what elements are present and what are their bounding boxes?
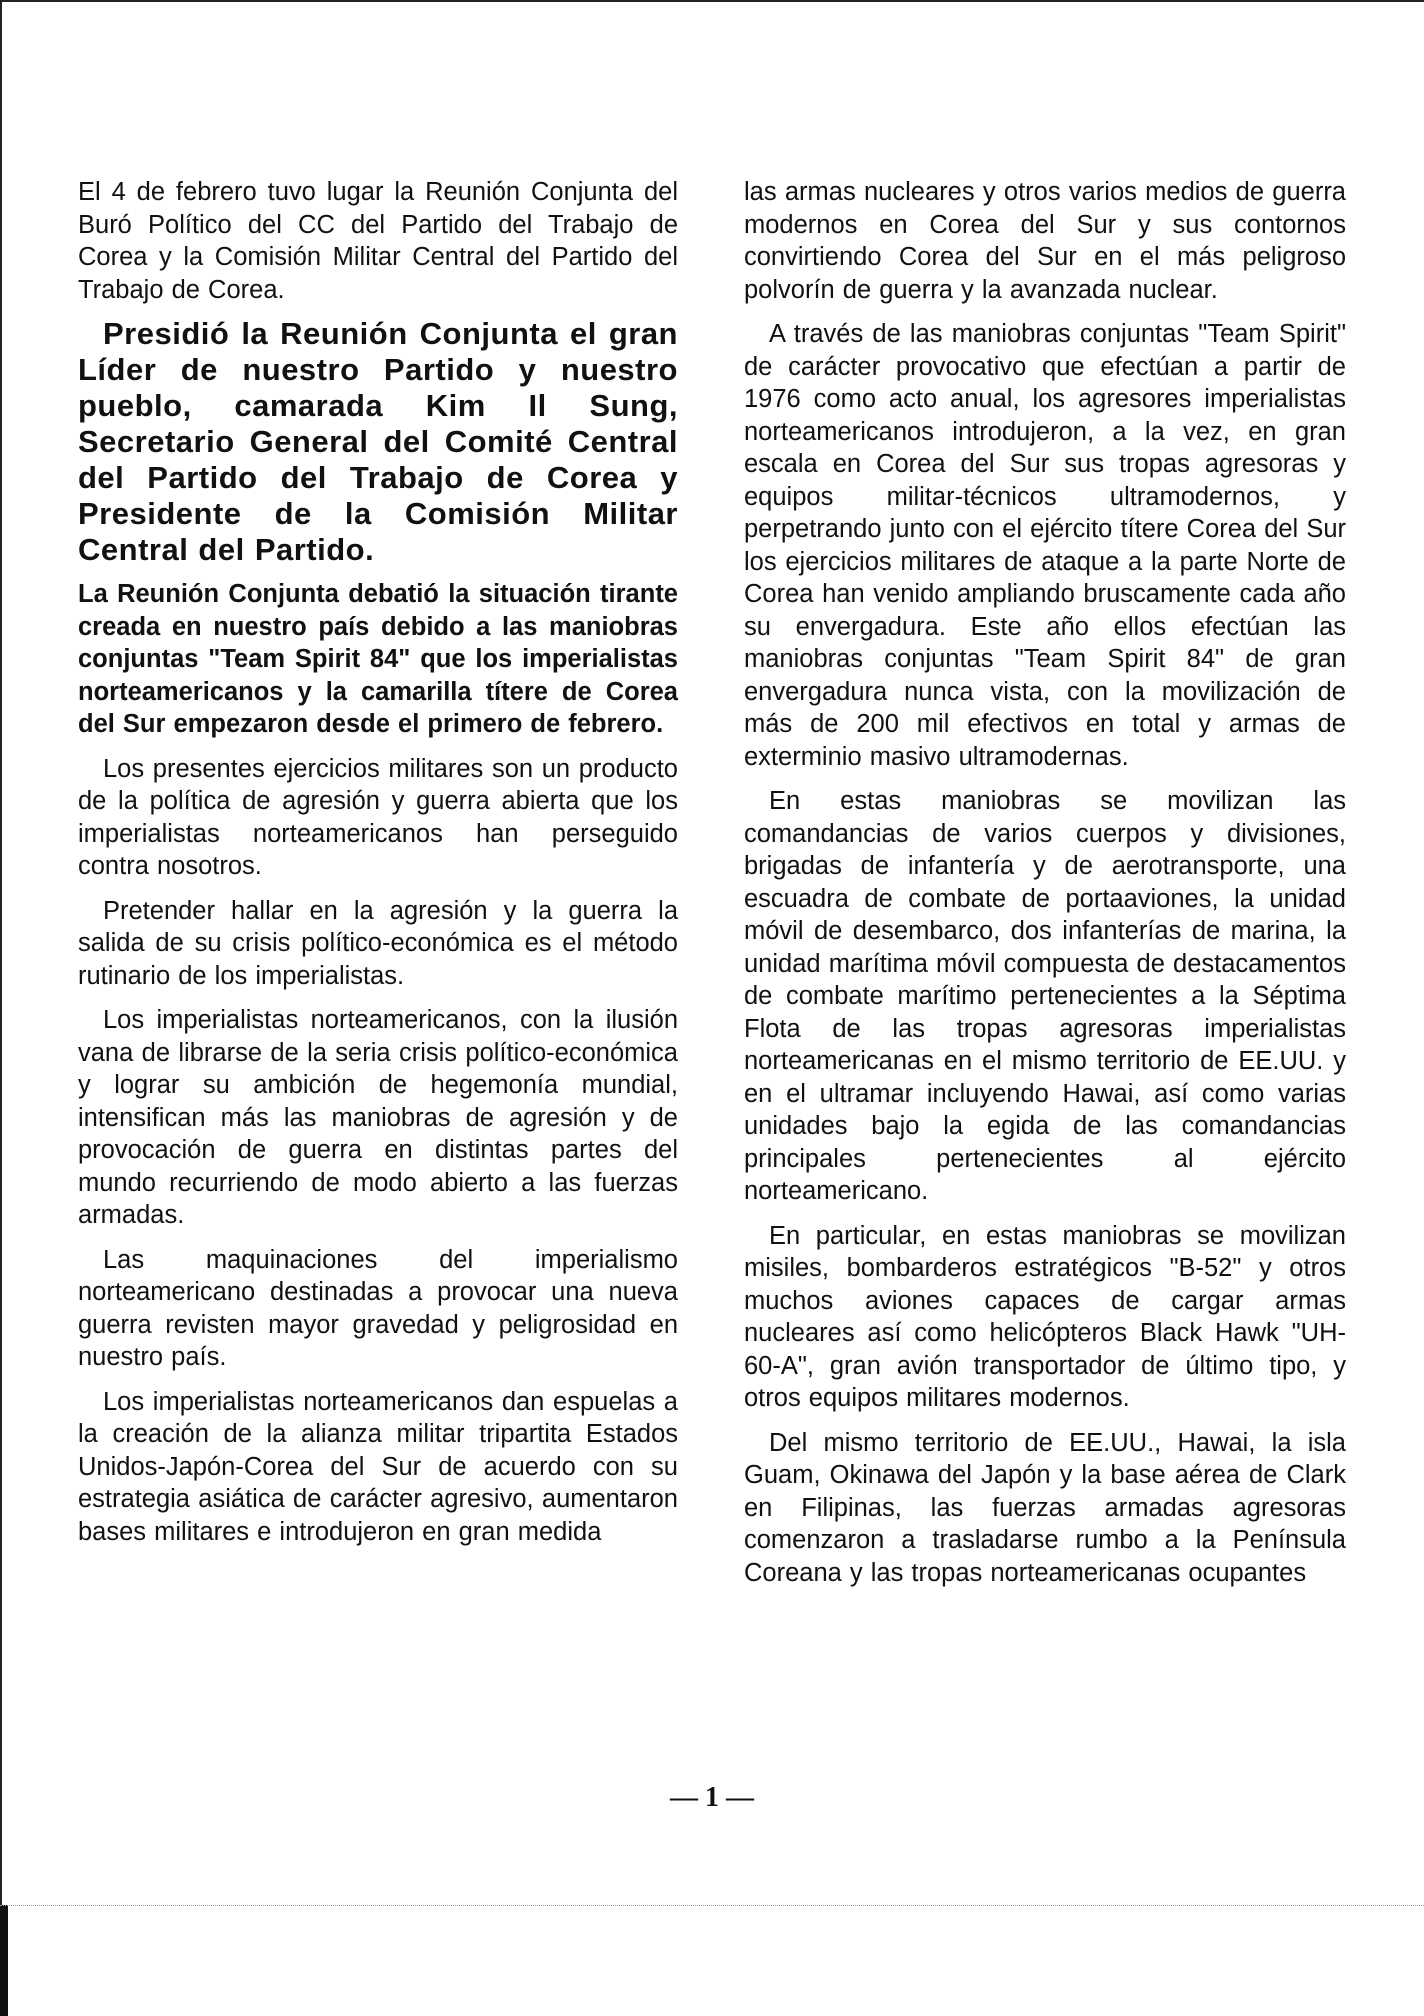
bold-paragraph: La Reunión Conjunta debatió la situación tirante creada en nuestro país debido a las maniobras conjuntas "Team Spirit 84" que los imperialistas norteamericanos y la camarilla títere de Corea del Sur empezaron desde el primero de febrero. xyxy=(78,580,678,738)
scan-top-edge xyxy=(0,0,1424,8)
scan-bottom-line xyxy=(0,1905,1424,1906)
paragraph: Los presentes ejercicios militares son un producto de la política de agresión y guerra abierta que los imperialistas norteamericanos han perseguido contra nosotros. xyxy=(78,754,678,880)
scan-left-bottom-mark xyxy=(0,1905,22,2016)
paragraph: El 4 de febrero tuvo lugar la Reunión Conjunta del Buró Político del CC del Partido del Trabajo de Corea y la Comisión Militar Central del Partido del Trabajo de Corea. xyxy=(78,178,678,304)
page-number: — 1 — xyxy=(670,1782,754,1813)
paragraph: las armas nucleares y otros varios medios de guerra modernos en Corea del Sur y sus contornos convirtiendo Corea del Sur en el más peligroso polvorín de guerra y la avanzada nuclear. xyxy=(744,178,1346,304)
paragraph: A través de las maniobras conjuntas "Team Spirit" de carácter provocativo que efectúan a partir de 1976 como acto anual, los agresores imperialistas norteamericanos introdujeron, a la vez, en gran escala en Corea del Sur sus tropas agresoras y equipos militar-técnicos ultramodernos, y perpetrando junto con el ejército títere Corea del Sur los ejercicios militares de ataque a la parte Norte de Corea han venido ampliando bruscamente cada año su envergadura. Este año ellos efectúan las maniobras conjuntas "Team Spirit 84" de gran envergadura nunca vista, con la movilización de más de 200 mil efectivos en total y armas de exterminio masivo ultramodernas. xyxy=(744,320,1346,771)
right-column xyxy=(744,176,1346,1601)
paragraph: Pretender hallar en la agresión y la guerra la salida de su crisis político-económica es el método rutinario de los imperialistas. xyxy=(78,896,678,990)
left-column xyxy=(78,176,678,1560)
paragraph: Los imperialistas norteamericanos dan espuelas a la creación de la alianza militar tripartita Estados Unidos-Japón-Corea del Sur de acuerdo con su estrategia asiática de carácter agresivo, aumentaron bases militares e introdujeron en gran medida xyxy=(78,1387,678,1546)
paragraph: En estas maniobras se movilizan las comandancias de varios cuerpos y divisiones, brigadas de infantería y de aerotransporte, una escuadra de combate de portaaviones, la unidad móvil de desembarco, dos infanterías de marina, la unidad marítima móvil compuesta de destacamentos de combate marítimo pertenecientes a la Séptima Flota de las tropas agresoras imperialistas norteamericanas en el mismo territorio de EE.UU. y en el ultramar incluyendo Hawai, así como varias unidades bajo la egida de las comandancias principales pertenecientes al ejército norteamericano. xyxy=(744,787,1346,1205)
paragraph: Los imperialistas norteamericanos, con la ilusión vana de librarse de la seria crisis político-económica y lograr su ambición de hegemonía mundial, intensifican más las maniobras de agresión y de provocación de guerra en distintas partes del mundo recurriendo de modo abierto a las fuerzas armadas. xyxy=(78,1006,678,1229)
heading-paragraph: Presidió la Reunión Conjunta el gran Líder de nuestro Partido y nuestro pueblo, camarada Kim Il Sung, Secretario General del Comité Central del Partido del Trabajo de Corea y Presidente de la Comisión Militar Central del Partido. xyxy=(78,316,678,567)
paragraph: Del mismo territorio de EE.UU., Hawai, la isla Guam, Okinawa del Japón y la base aérea de Clark en Filipinas, las fuerzas armadas agresoras comenzaron a trasladarse rumbo a la Península Coreana y las tropas norteamericanas ocupantes xyxy=(744,1428,1346,1587)
paragraph: Las maquinaciones del imperialismo norteamericano destinadas a provocar una nueva guerra revisten mayor gravedad y peligrosidad en nuestro país. xyxy=(78,1245,678,1371)
scan-left-edge xyxy=(0,0,7,2016)
paragraph: En particular, en estas maniobras se movilizan misiles, bombarderos estratégicos "B-52" y otros muchos aviones capaces de cargar armas nucleares así como helicópteros Black Hawk "UH-60-A", gran avión transportador de último tipo, y otros equipos militares modernos. xyxy=(744,1221,1346,1412)
